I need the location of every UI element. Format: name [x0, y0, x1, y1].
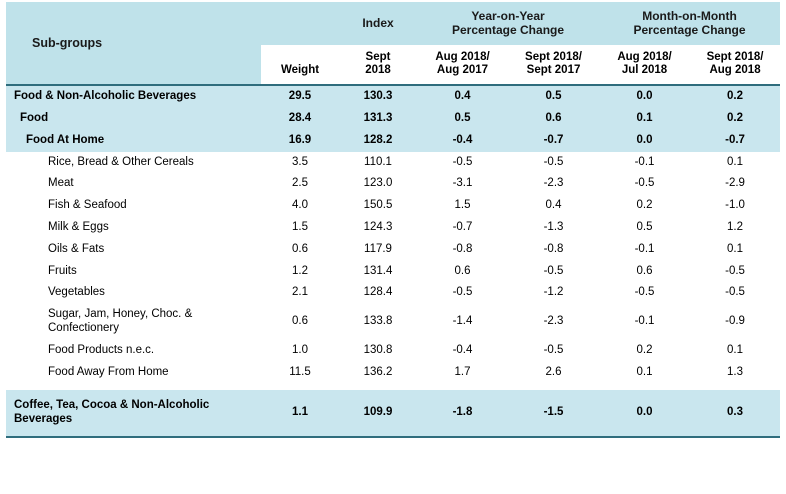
- row-yoy-aug: 0.6: [417, 261, 508, 283]
- row-yoy-sept: -2.3: [508, 173, 599, 195]
- row-mom-aug: -0.1: [599, 239, 690, 261]
- table-body: [6, 84, 780, 438]
- header-sub-mom2-line2: Aug 2018: [709, 64, 761, 76]
- table-row: [6, 152, 780, 174]
- header-sub-mom1-line2: Jul 2018: [621, 64, 668, 76]
- row-yoy-aug: 0.4: [417, 86, 508, 108]
- header-sub-yoy2-line2: Sept 2017: [526, 64, 581, 76]
- table-row: [6, 261, 780, 283]
- row-index: 131.3: [339, 108, 417, 130]
- row-weight: 1.0: [261, 340, 339, 362]
- row-label: Fish & Seafood: [6, 195, 261, 217]
- header-month-on-month: [599, 2, 780, 45]
- table-row: [6, 108, 780, 130]
- row-index: 150.5: [339, 195, 417, 217]
- row-index: 124.3: [339, 217, 417, 239]
- row-yoy-sept: 0.4: [508, 195, 599, 217]
- header-sub-mom-2: [690, 45, 780, 84]
- table-header: [6, 2, 780, 84]
- table-row: [6, 239, 780, 261]
- row-yoy-sept: -1.5: [508, 390, 599, 436]
- row-mom-sept: 1.3: [690, 362, 780, 384]
- row-index: 110.1: [339, 152, 417, 174]
- header-sub-index-line1: Sept: [365, 50, 391, 63]
- row-weight: 2.5: [261, 173, 339, 195]
- row-mom-sept: 0.3: [690, 390, 780, 436]
- row-label: Sugar, Jam, Honey, Choc. & Confectionery: [6, 304, 261, 340]
- row-yoy-sept: -1.3: [508, 217, 599, 239]
- row-yoy-sept: -0.5: [508, 340, 599, 362]
- row-yoy-sept: -0.5: [508, 261, 599, 283]
- row-weight: 28.4: [261, 108, 339, 130]
- header-index: Index: [339, 2, 417, 45]
- row-weight: 4.0: [261, 195, 339, 217]
- row-label: Rice, Bread & Other Cereals: [6, 152, 261, 174]
- header-sub-index-period: [339, 45, 417, 84]
- header-sub-mom-1: [599, 45, 690, 84]
- row-mom-sept: 0.1: [690, 152, 780, 174]
- row-label: Oils & Fats: [6, 239, 261, 261]
- row-label: Meat: [6, 173, 261, 195]
- row-weight: 1.2: [261, 261, 339, 283]
- row-mom-aug: -0.5: [599, 282, 690, 304]
- table-row: [6, 86, 780, 108]
- table-row: [6, 362, 780, 384]
- row-label: Food Products n.e.c.: [6, 340, 261, 362]
- row-mom-aug: 0.0: [599, 130, 690, 152]
- row-index: 133.8: [339, 304, 417, 340]
- row-mom-sept: 1.2: [690, 217, 780, 239]
- row-weight: 29.5: [261, 86, 339, 108]
- row-weight: 0.6: [261, 304, 339, 340]
- row-mom-sept: -2.9: [690, 173, 780, 195]
- row-index: 123.0: [339, 173, 417, 195]
- row-mom-sept: -0.9: [690, 304, 780, 340]
- spacer-cell: [6, 383, 780, 390]
- header-sub-yoy1-line2: Aug 2017: [436, 64, 489, 76]
- row-mom-sept: -0.5: [690, 261, 780, 283]
- row-mom-sept: 0.1: [690, 340, 780, 362]
- row-mom-sept: -0.5: [690, 282, 780, 304]
- header-sub-mom1-line1: Aug 2018/: [617, 50, 672, 63]
- row-yoy-aug: -0.4: [417, 340, 508, 362]
- row-mom-aug: -0.1: [599, 152, 690, 174]
- row-yoy-aug: -0.4: [417, 130, 508, 152]
- row-weight: 1.1: [261, 390, 339, 436]
- row-index: 128.2: [339, 130, 417, 152]
- row-index: 131.4: [339, 261, 417, 283]
- table-row: [6, 195, 780, 217]
- table-row: [6, 130, 780, 152]
- row-yoy-aug: -1.4: [417, 304, 508, 340]
- row-label: Food Away From Home: [6, 362, 261, 384]
- row-mom-sept: -1.0: [690, 195, 780, 217]
- row-mom-sept: 0.2: [690, 86, 780, 108]
- row-label: Coffee, Tea, Cocoa & Non-Alcoholic Beverages: [6, 390, 261, 436]
- header-sub-weight: Weight: [261, 45, 339, 84]
- row-mom-aug: 0.6: [599, 261, 690, 283]
- table-row: [6, 173, 780, 195]
- table-row: [6, 340, 780, 362]
- row-mom-sept: 0.2: [690, 108, 780, 130]
- row-label: Vegetables: [6, 282, 261, 304]
- row-yoy-aug: -3.1: [417, 173, 508, 195]
- header-sub-yoy-1: [417, 45, 508, 84]
- row-yoy-sept: 0.6: [508, 108, 599, 130]
- footer-rule: [6, 436, 780, 438]
- row-index: 109.9: [339, 390, 417, 436]
- row-yoy-sept: 0.5: [508, 86, 599, 108]
- table-row-total: [6, 390, 780, 436]
- header-year-on-year: [417, 2, 599, 45]
- header-sub-mom2-line1: Sept 2018/: [706, 50, 764, 63]
- header-row-top: [6, 2, 780, 45]
- row-label: Food At Home: [6, 130, 261, 152]
- row-label: Milk & Eggs: [6, 217, 261, 239]
- row-weight: 1.5: [261, 217, 339, 239]
- row-yoy-aug: -0.5: [417, 152, 508, 174]
- row-mom-aug: 0.0: [599, 390, 690, 436]
- row-index: 130.3: [339, 86, 417, 108]
- row-weight: 16.9: [261, 130, 339, 152]
- row-index: 130.8: [339, 340, 417, 362]
- row-mom-aug: 0.0: [599, 86, 690, 108]
- row-yoy-sept: -0.7: [508, 130, 599, 152]
- row-index: 136.2: [339, 362, 417, 384]
- row-yoy-sept: -0.5: [508, 152, 599, 174]
- row-yoy-sept: -0.8: [508, 239, 599, 261]
- row-yoy-aug: -0.8: [417, 239, 508, 261]
- row-weight: 2.1: [261, 282, 339, 304]
- row-yoy-aug: 1.5: [417, 195, 508, 217]
- row-weight: 11.5: [261, 362, 339, 384]
- row-index: 128.4: [339, 282, 417, 304]
- row-label: Food & Non-Alcoholic Beverages: [6, 86, 261, 108]
- row-mom-aug: 0.1: [599, 362, 690, 384]
- header-sub-yoy2-line1: Sept 2018/: [525, 50, 582, 63]
- row-mom-aug: 0.1: [599, 108, 690, 130]
- row-mom-aug: -0.1: [599, 304, 690, 340]
- row-yoy-aug: -0.7: [417, 217, 508, 239]
- header-yoy-line2: Percentage Change: [451, 23, 565, 38]
- table-row: [6, 217, 780, 239]
- header-mom-line2: Percentage Change: [633, 23, 746, 38]
- row-yoy-aug: 1.7: [417, 362, 508, 384]
- row-yoy-sept: 2.6: [508, 362, 599, 384]
- row-spacer: [6, 383, 780, 390]
- row-yoy-sept: -2.3: [508, 304, 599, 340]
- rule-cell: [6, 436, 780, 438]
- row-mom-aug: 0.2: [599, 195, 690, 217]
- header-sub-index-line2: 2018: [365, 64, 391, 76]
- header-subgroups: Sub-groups: [6, 2, 261, 84]
- row-yoy-aug: -1.8: [417, 390, 508, 436]
- row-mom-aug: 0.2: [599, 340, 690, 362]
- row-label: Food: [6, 108, 261, 130]
- header-sub-yoy1-line1: Aug 2018/: [435, 50, 490, 63]
- row-mom-aug: -0.5: [599, 173, 690, 195]
- header-sub-yoy-2: [508, 45, 599, 84]
- header-weight-spacer: [261, 2, 339, 45]
- row-yoy-aug: -0.5: [417, 282, 508, 304]
- row-label: Fruits: [6, 261, 261, 283]
- row-mom-sept: 0.1: [690, 239, 780, 261]
- table-row: [6, 304, 780, 340]
- header-mom-line1: Month-on-Month: [642, 9, 737, 23]
- header-yoy-line1: Year-on-Year: [471, 9, 545, 23]
- cpi-table: [6, 2, 780, 438]
- row-index: 117.9: [339, 239, 417, 261]
- row-mom-aug: 0.5: [599, 217, 690, 239]
- table-row: [6, 282, 780, 304]
- row-mom-sept: -0.7: [690, 130, 780, 152]
- row-yoy-aug: 0.5: [417, 108, 508, 130]
- row-weight: 3.5: [261, 152, 339, 174]
- row-weight: 0.6: [261, 239, 339, 261]
- row-yoy-sept: -1.2: [508, 282, 599, 304]
